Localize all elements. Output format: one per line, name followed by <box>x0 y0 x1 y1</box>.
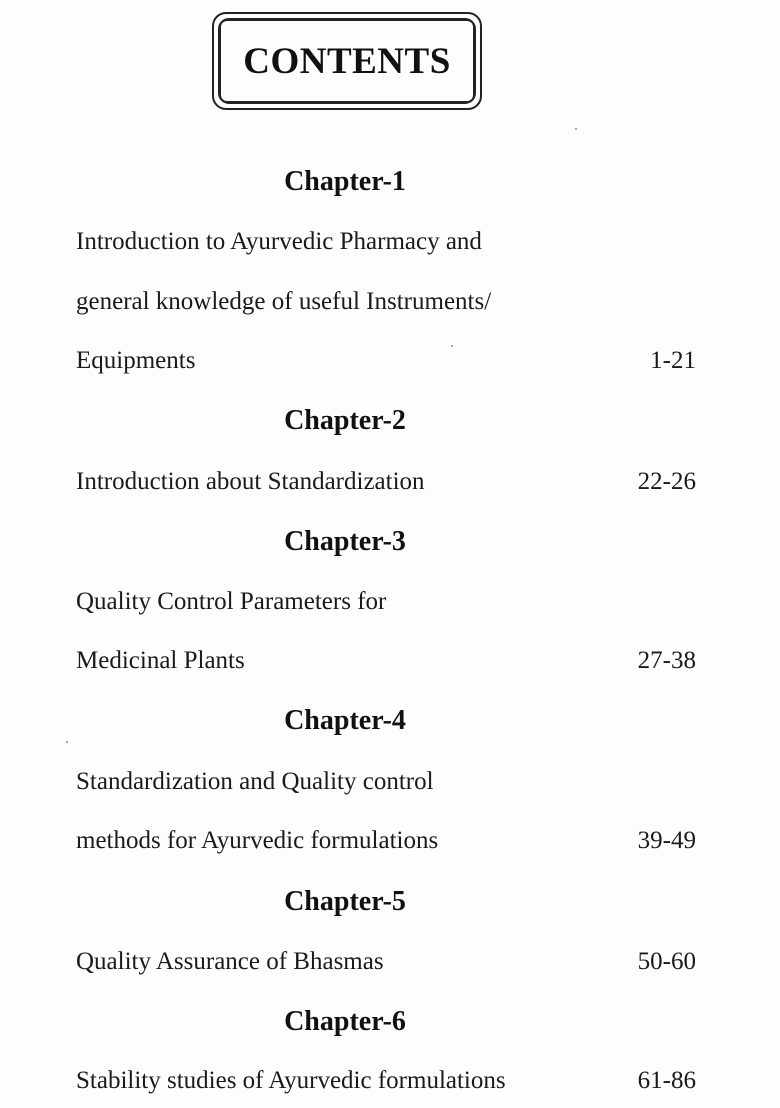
chapter-description-line: Equipments <box>76 347 196 374</box>
page-range: 61-86 <box>637 1067 696 1094</box>
chapter-heading: Chapter-2 <box>284 405 406 436</box>
chapter-heading: Chapter-4 <box>284 705 406 736</box>
chapter-description-line: Introduction about Standardization <box>76 468 425 495</box>
chapter-description-line: Standardization and Quality control <box>76 768 434 795</box>
title-frame-inner <box>219 19 475 103</box>
chapter-description-line: Medicinal Plants <box>76 647 245 674</box>
scan-speck <box>66 741 68 743</box>
chapter-description-line: general knowledge of useful Instruments/ <box>76 288 492 315</box>
page-range: 1-21 <box>650 347 696 374</box>
page-range: 22-26 <box>637 468 696 495</box>
chapter-heading: Chapter-5 <box>284 886 406 917</box>
chapter-description-line: methods for Ayurvedic formulations <box>76 827 439 854</box>
chapter-description-line: Quality Assurance of Bhasmas <box>76 948 384 975</box>
scan-speck <box>451 345 453 347</box>
chapter-heading: Chapter-6 <box>284 1006 406 1037</box>
chapter-description-line: Introduction to Ayurvedic Pharmacy and <box>76 228 482 255</box>
scan-speck <box>575 128 577 130</box>
chapter-heading: Chapter-1 <box>284 166 406 197</box>
chapter-heading: Chapter-3 <box>284 526 406 557</box>
chapter-description-line: Quality Control Parameters for <box>76 588 387 615</box>
page-range: 27-38 <box>637 647 696 674</box>
title-frame <box>212 12 482 110</box>
page-title: CONTENTS <box>243 40 451 82</box>
chapter-description-line: Stability studies of Ayurvedic formulations <box>76 1067 506 1094</box>
page-range: 39-49 <box>637 827 696 854</box>
page-range: 50-60 <box>637 948 696 975</box>
